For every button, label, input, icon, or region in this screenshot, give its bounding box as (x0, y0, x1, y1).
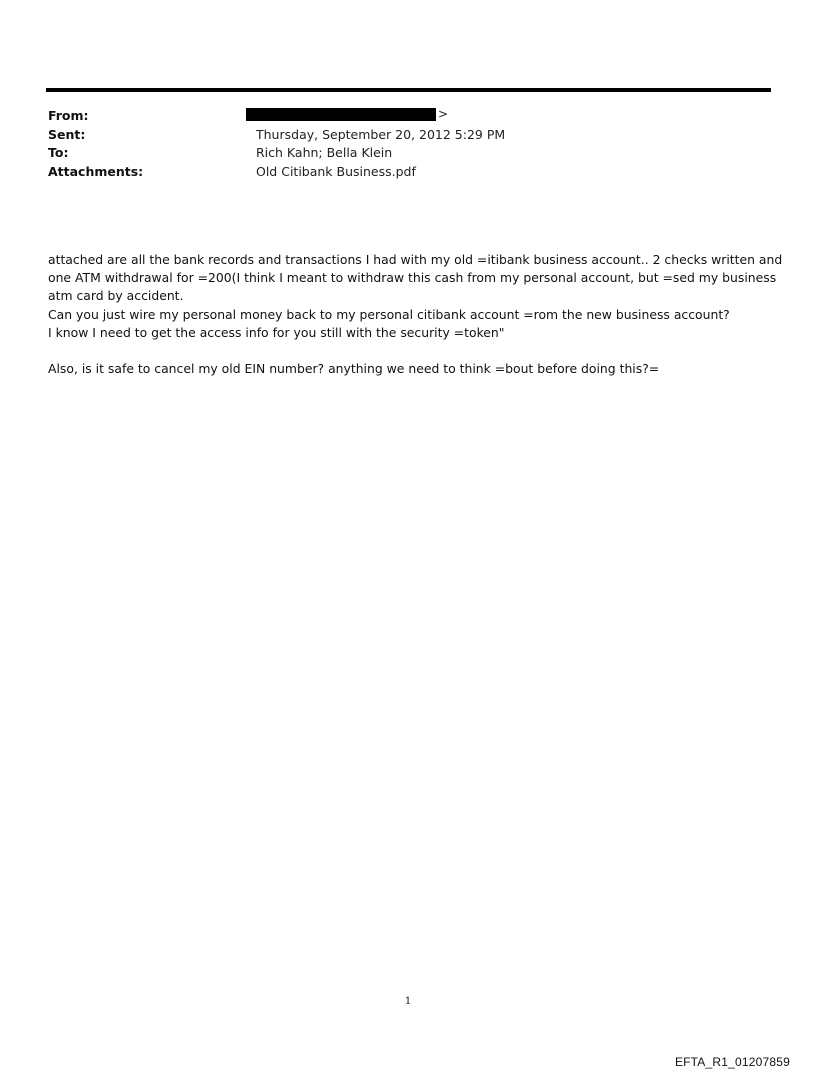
sent-value: Thursday, September 20, 2012 5:29 PM (256, 126, 506, 142)
from-label: From: (48, 108, 89, 123)
body-line: atm card by accident. (48, 288, 184, 304)
body-line: Can you just wire my personal money back to my personal citibank account =rom the new business account? (48, 306, 730, 322)
body-line: I know I need to get the access info for you still with the security =token" (48, 324, 505, 340)
to-label: To: (48, 145, 69, 160)
body-line: one ATM withdrawal for =200(I think I meant to withdraw this cash from my personal account, but =sed my business (48, 270, 777, 286)
sent-label: Sent: (48, 126, 86, 142)
sent-row (48, 126, 768, 145)
document-id-stamp: EFTA_R1_01207859 (674, 1055, 790, 1069)
from-row (48, 107, 768, 126)
body-line: Also, is it safe to cancel my old EIN number? anything we need to think =bout before doing this?= (48, 361, 660, 377)
email-header (48, 107, 768, 181)
redacted-sender-block (246, 108, 436, 121)
from-value-tail: > (438, 107, 449, 121)
attachments-label: Attachments: (48, 163, 144, 179)
to-value: Rich Kahn; Bella Klein (256, 145, 393, 160)
to-row (48, 144, 768, 163)
header-divider-rule (46, 88, 771, 92)
body-line: attached are all the bank records and transactions I had with my old =itibank business account.. 2 checks written and (48, 252, 783, 267)
page-number: 1 (404, 996, 412, 1007)
attachment-filename[interactable]: Old Citibank Business.pdf (256, 163, 416, 179)
email-body (48, 251, 783, 378)
attachments-row (48, 163, 768, 182)
paragraph-spacer (48, 342, 763, 360)
